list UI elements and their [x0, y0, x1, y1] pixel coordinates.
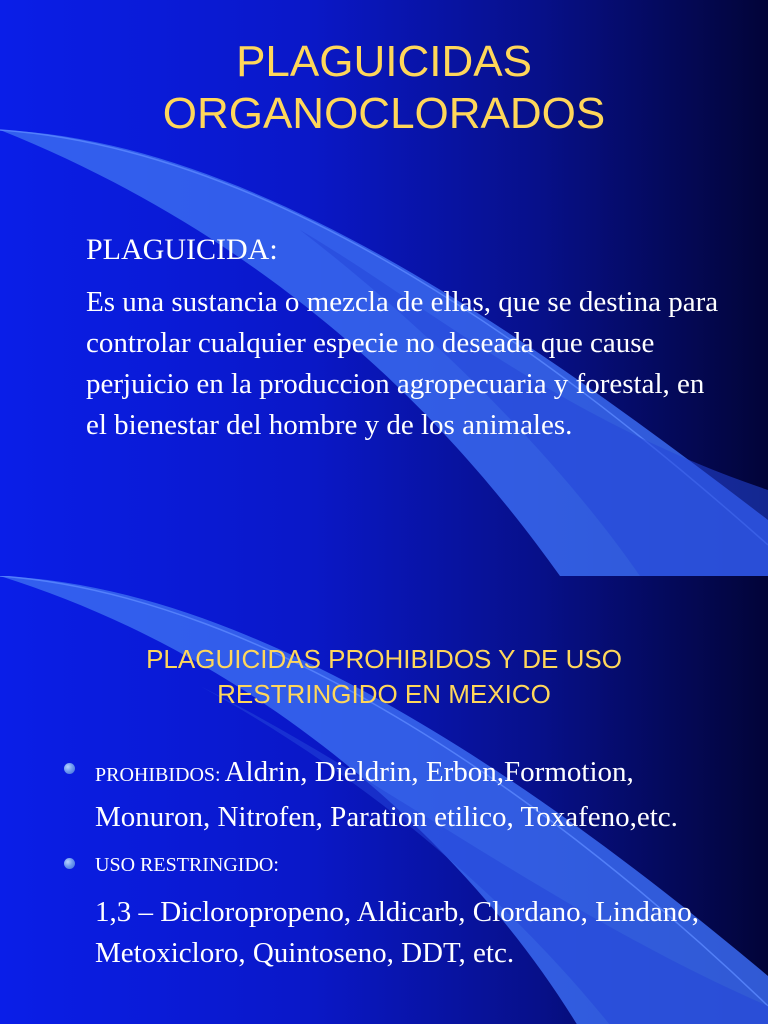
list-item-label: USO RESTRINGIDO:: [95, 854, 279, 876]
bullet-icon: [64, 858, 75, 869]
list-item-text: 1,3 – Dicloropropeno, Aldicarb, Clordano, Lindano, Metoxicloro, Quintoseno, DDT, etc.: [95, 896, 700, 969]
list-item-prohibidos: [64, 752, 724, 842]
title-line-2: ORGANOCLORADOS: [162, 89, 606, 138]
pesticide-list: [64, 752, 724, 974]
list-item-text: Aldrin, Dieldrin, Erbon,Formotion, Monuron, Nitrofen, Paration etilico, Toxafeno,etc.: [95, 756, 678, 833]
definition-text: Es una sustancia o mezcla de ellas, que se destina para controlar cualquier especie no deseada que cause perjuicio en la produccion agropecuaria y forestal, en el bienestar del hombre y de los animales.: [86, 286, 719, 441]
slide-title: [0, 36, 768, 140]
title-line-1: PLAGUICIDAS PROHIBIDOS Y DE USO: [146, 644, 622, 674]
list-item-uso-restringido: [64, 850, 724, 974]
bullet-icon: [64, 763, 75, 774]
title-line-2: RESTRINGIDO EN MEXICO: [217, 679, 551, 709]
slide-title: [0, 642, 768, 712]
list-item-label: PROHIBIDOS:: [95, 764, 221, 786]
definition-heading: PLAGUICIDA:: [86, 233, 278, 266]
slide-prohibidos: [0, 576, 768, 1024]
title-line-1: PLAGUICIDAS: [236, 37, 532, 86]
